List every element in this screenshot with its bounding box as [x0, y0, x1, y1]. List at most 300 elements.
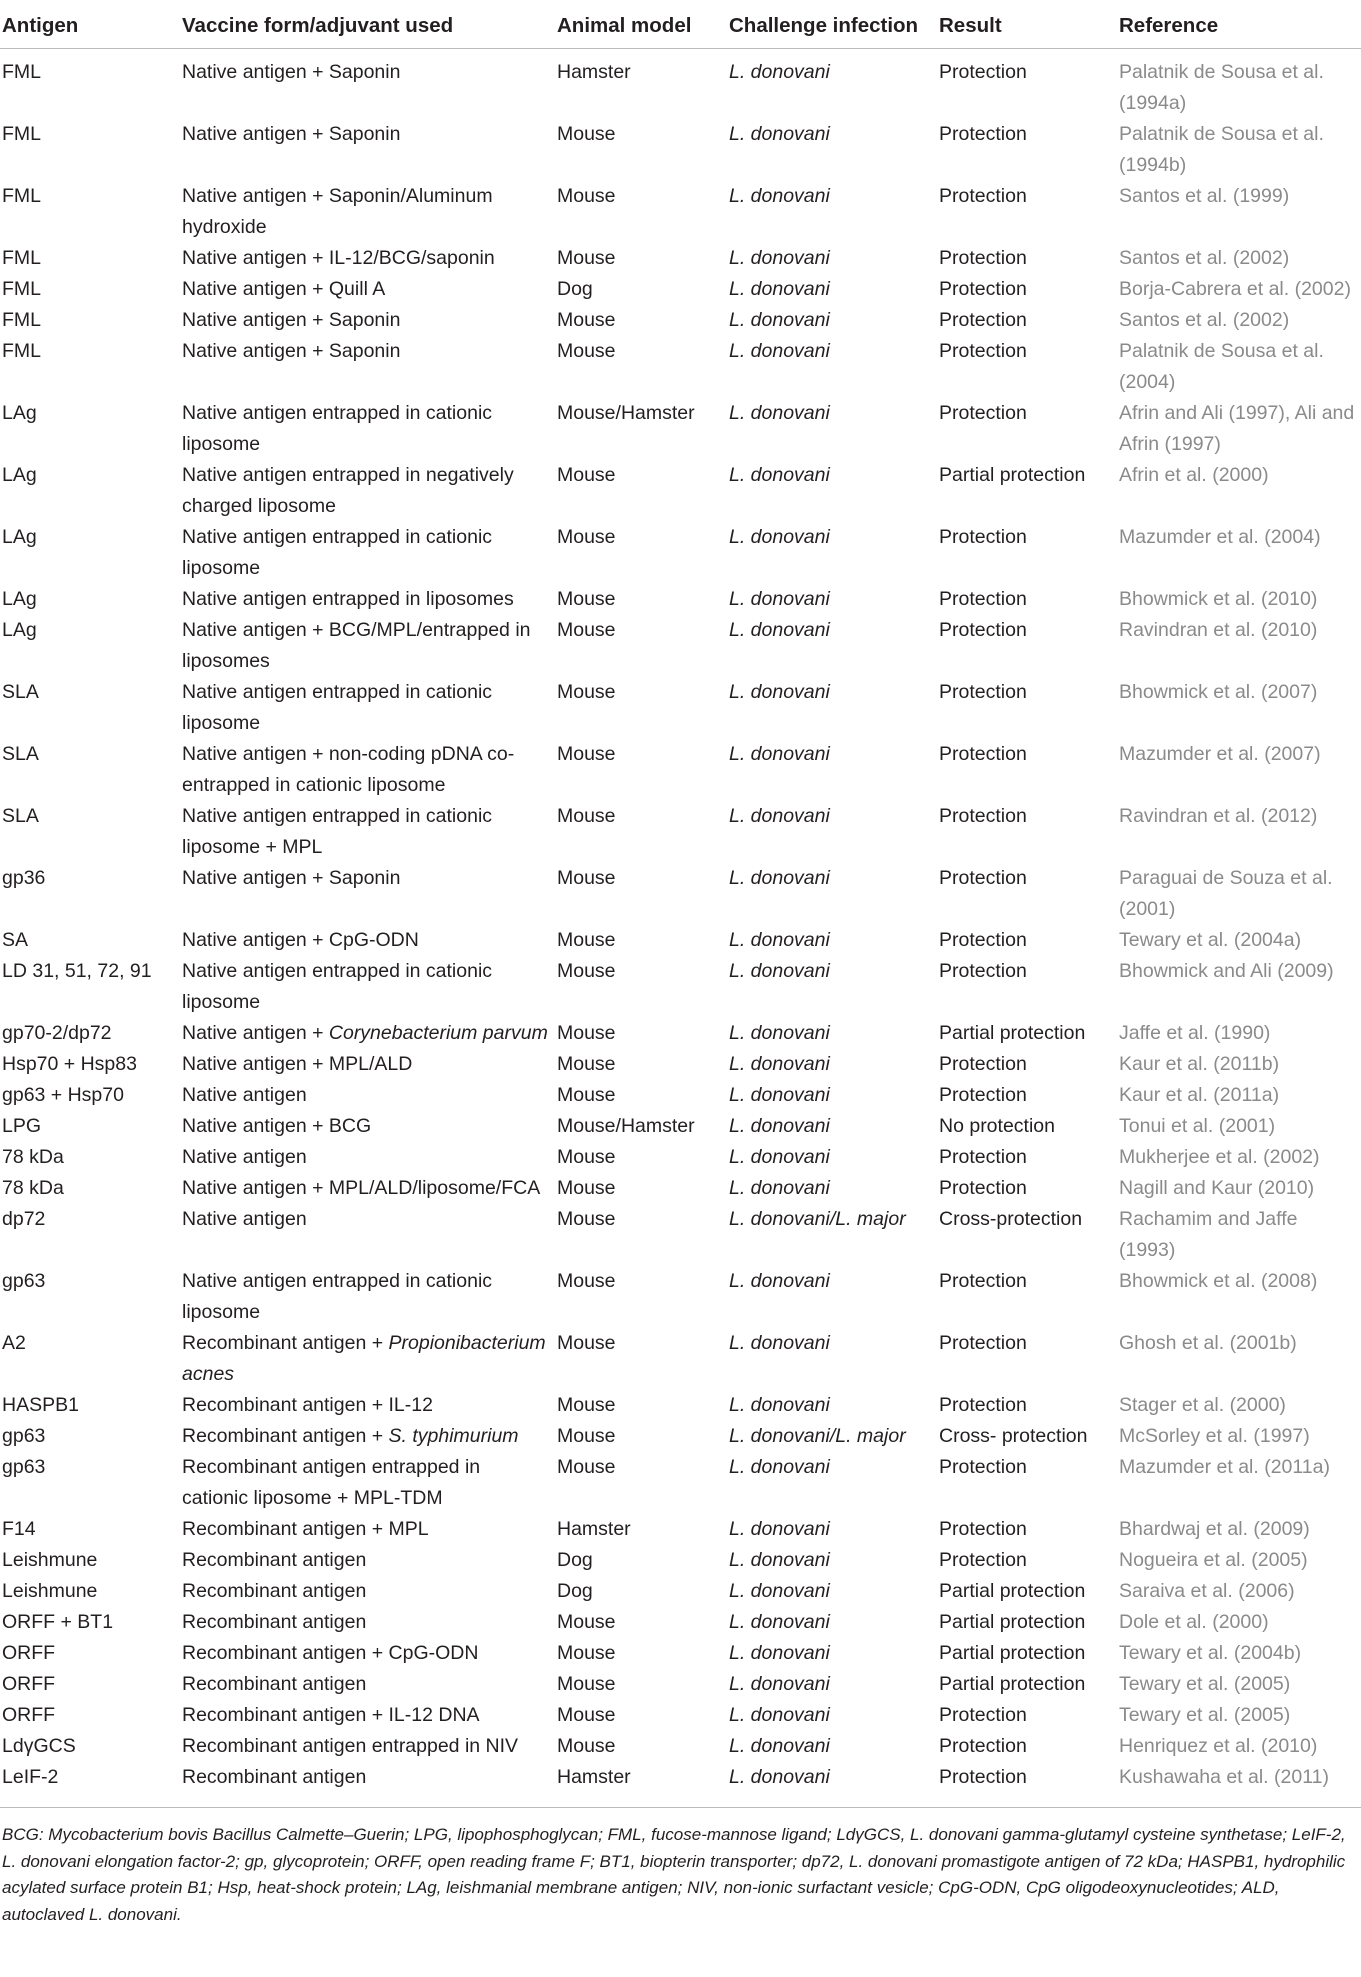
cell-antigen: LeIF-2 — [0, 1762, 180, 1808]
vaccine-text: Native antigen + non-coding pDNA co-entrapped in cationic liposome — [182, 743, 515, 796]
cell-vaccine-form — [180, 1545, 555, 1576]
table-row — [0, 460, 1361, 522]
cell-reference: Nogueira et al. (2005) — [1119, 1549, 1308, 1571]
cell-antigen: FML — [2, 340, 41, 362]
cell-vaccine-form — [180, 1638, 555, 1669]
cell-reference: Mazumder et al. (2011a) — [1119, 1456, 1330, 1478]
vaccine-text: Recombinant antigen — [182, 1580, 367, 1602]
cell-antigen: LAg — [2, 464, 37, 486]
cell-reference: Tewary et al. (2004a) — [1119, 929, 1302, 951]
cell-animal-model: Mouse — [557, 1146, 616, 1168]
vaccine-text: Native antigen + IL-12/BCG/saponin — [182, 247, 495, 269]
cell-animal-model: Mouse — [557, 960, 616, 982]
cell-animal-model: Mouse — [557, 681, 616, 703]
cell-result: Partial protection — [939, 1022, 1086, 1044]
vaccine-text: Native antigen + Quill A — [182, 278, 386, 300]
cell-animal-model: Mouse — [557, 619, 616, 641]
cell-vaccine-form — [180, 1762, 555, 1808]
cell-challenge-infection: L. donovani — [729, 1084, 830, 1106]
cell-vaccine-form — [180, 522, 555, 584]
cell-challenge-infection: L. donovani — [729, 929, 830, 951]
cell-animal-model: Mouse — [557, 1735, 616, 1757]
cell-result: Protection — [939, 588, 1027, 610]
table-row — [0, 584, 1361, 615]
cell-animal-model: Hamster — [555, 1762, 727, 1808]
cell-antigen: FML — [2, 61, 41, 83]
cell-vaccine-form — [180, 1266, 555, 1328]
table-row — [0, 1111, 1361, 1142]
cell-reference: Ghosh et al. (2001b) — [1119, 1332, 1297, 1354]
table-row — [0, 1421, 1361, 1452]
vaccine-text: Recombinant antigen — [182, 1673, 367, 1695]
cell-challenge-infection: L. donovani — [729, 1611, 830, 1633]
cell-result: Partial protection — [939, 1611, 1086, 1633]
cell-reference: Jaffe et al. (1990) — [1119, 1022, 1271, 1044]
cell-vaccine-form — [180, 1080, 555, 1111]
vaccine-organism-italic: S. typhimurium — [388, 1425, 519, 1447]
vaccine-organism-italic: Propionibacterium acnes — [182, 1332, 546, 1385]
cell-animal-model: Mouse — [557, 1704, 616, 1726]
cell-vaccine-form — [180, 1669, 555, 1700]
cell-result: Protection — [939, 1084, 1027, 1106]
vaccine-table — [0, 8, 1361, 1808]
cell-result: Protection — [939, 123, 1027, 145]
vaccine-text: Native antigen entrapped in liposomes — [182, 588, 514, 610]
cell-reference: Afrin and Ali (1997), Ali and Afrin (1997) — [1119, 402, 1355, 455]
cell-result: Partial protection — [939, 1580, 1086, 1602]
cell-reference: Bhardwaj et al. (2009) — [1119, 1518, 1310, 1540]
cell-vaccine-form — [180, 1328, 555, 1390]
cell-animal-model: Mouse/Hamster — [557, 1115, 695, 1137]
cell-result: No protection — [939, 1115, 1055, 1137]
table-row — [0, 1607, 1361, 1638]
cell-reference: McSorley et al. (1997) — [1119, 1425, 1310, 1447]
cell-reference: Bhowmick et al. (2007) — [1119, 681, 1318, 703]
cell-challenge-infection: L. donovani — [729, 1518, 830, 1540]
table-row — [0, 863, 1361, 925]
header-row — [0, 8, 1361, 49]
cell-vaccine-form — [180, 1111, 555, 1142]
cell-result: Protection — [939, 1146, 1027, 1168]
cell-reference: Bhowmick et al. (2008) — [1119, 1270, 1318, 1292]
cell-antigen: gp63 — [2, 1456, 46, 1478]
cell-reference: Borja-Cabrera et al. (2002) — [1119, 278, 1351, 300]
cell-challenge-infection: L. donovani — [729, 185, 830, 207]
cell-antigen: Leishmune — [2, 1580, 98, 1602]
document-page — [0, 8, 1361, 1928]
cell-animal-model: Mouse — [557, 464, 616, 486]
cell-challenge-infection: L. donovani — [729, 526, 830, 548]
cell-reference: Ravindran et al. (2010) — [1119, 619, 1318, 641]
cell-animal-model: Mouse — [557, 1177, 616, 1199]
cell-reference: Nagill and Kaur (2010) — [1119, 1177, 1315, 1199]
table-row — [0, 1018, 1361, 1049]
cell-animal-model: Mouse — [557, 588, 616, 610]
cell-result: Protection — [939, 402, 1027, 424]
table-row — [0, 1142, 1361, 1173]
table-row — [0, 119, 1361, 181]
cell-antigen: LPG — [2, 1115, 42, 1137]
cell-vaccine-form — [180, 801, 555, 863]
cell-result: Protection — [939, 805, 1027, 827]
cell-animal-model: Mouse — [557, 1456, 616, 1478]
cell-animal-model: Hamster — [557, 61, 631, 83]
cell-vaccine-form — [180, 1390, 555, 1421]
cell-antigen: LdγGCS — [2, 1735, 76, 1757]
cell-reference: Tewary et al. (2004b) — [1119, 1642, 1302, 1664]
cell-animal-model: Mouse — [557, 309, 616, 331]
cell-reference: Henriquez et al. (2010) — [1119, 1735, 1318, 1757]
cell-challenge-infection: L. donovani — [729, 805, 830, 827]
cell-result: Protection — [939, 1332, 1027, 1354]
cell-reference: Stager et al. (2000) — [1119, 1394, 1286, 1416]
vaccine-text: Native antigen + CpG-ODN — [182, 929, 419, 951]
header-animal-model: Animal model — [555, 8, 727, 49]
cell-challenge-infection: L. donovani — [729, 61, 830, 83]
table-footnote: BCG: Mycobacterium bovis Bacillus Calmette–Guerin; LPG, lipophosphoglycan; FML, fucose-mannose ligand; LdγGCS, L. donovani gamma-glutamyl cysteine synthetase; LeIF-2, L. donovani elongation factor-2; gp, glycoprotein; ORFF, open reading frame F; BT1, biopterin transporter; dp72, L. donovani promastigote antigen of 72 kDa; HASPB1, hydrophilic acylated surface protein B1; Hsp, heat-shock protein; LAg, leishmanial membrane antigen; NIV, non-ionic surfactant vesicle; CpG-ODN, CpG oligodeoxynucleotides; ALD, autoclaved L. donovani. — [2, 1825, 1346, 1924]
cell-vaccine-form — [180, 1452, 555, 1514]
cell-result: Protection — [939, 619, 1027, 641]
vaccine-text: Native antigen + Saponin — [182, 61, 401, 83]
cell-animal-model: Mouse — [557, 123, 616, 145]
cell-animal-model: Mouse — [557, 929, 616, 951]
cell-result: Protection — [939, 681, 1027, 703]
cell-result: Protection — [939, 1456, 1027, 1478]
cell-antigen: Hsp70 + Hsp83 — [2, 1053, 137, 1075]
cell-reference: Santos et al. (2002) — [1119, 309, 1290, 331]
cell-vaccine-form — [180, 460, 555, 522]
cell-antigen: gp70-2/dp72 — [2, 1022, 112, 1044]
cell-result: Cross-protection — [939, 1208, 1083, 1230]
table-row — [0, 677, 1361, 739]
cell-vaccine-form — [180, 1731, 555, 1762]
table-row — [0, 1669, 1361, 1700]
cell-animal-model: Mouse — [557, 1611, 616, 1633]
cell-challenge-infection: L. donovani — [729, 1115, 830, 1137]
cell-antigen: ORFF — [2, 1673, 56, 1695]
cell-result: Protection — [939, 1053, 1027, 1075]
table-row — [0, 1545, 1361, 1576]
cell-vaccine-form — [180, 956, 555, 1018]
table-row — [0, 522, 1361, 584]
vaccine-text: Recombinant antigen + IL-12 DNA — [182, 1704, 480, 1726]
cell-challenge-infection: L. donovani — [729, 1146, 830, 1168]
header-challenge-infection: Challenge infection — [727, 8, 937, 49]
vaccine-text: Native antigen + BCG — [182, 1115, 372, 1137]
cell-antigen: FML — [2, 278, 41, 300]
cell-antigen: 78 kDa — [2, 1146, 64, 1168]
vaccine-text: Native antigen entrapped in cationic liposome + MPL — [182, 805, 493, 858]
cell-reference: Tewary et al. (2005) — [1119, 1704, 1291, 1726]
cell-animal-model: Mouse — [557, 247, 616, 269]
cell-result: Partial protection — [939, 464, 1086, 486]
cell-challenge-infection: L. donovani — [729, 1270, 830, 1292]
cell-animal-model: Mouse — [557, 1394, 616, 1416]
vaccine-text: Native antigen + Saponin — [182, 309, 401, 331]
table-row — [0, 49, 1361, 120]
cell-result: Protection — [939, 247, 1027, 269]
header-vaccine-form: Vaccine form/adjuvant used — [180, 8, 555, 49]
cell-animal-model: Mouse — [557, 1332, 616, 1354]
cell-challenge-infection: L. donovani — [729, 1394, 830, 1416]
table-row — [0, 1080, 1361, 1111]
vaccine-text: Recombinant antigen + CpG-ODN — [182, 1642, 479, 1664]
cell-vaccine-form — [180, 243, 555, 274]
cell-animal-model: Dog — [557, 1580, 593, 1602]
cell-antigen: FML — [2, 309, 41, 331]
cell-vaccine-form — [180, 119, 555, 181]
cell-challenge-infection: L. donovani — [729, 960, 830, 982]
cell-result: Protection — [939, 1549, 1027, 1571]
cell-vaccine-form — [180, 1421, 555, 1452]
cell-vaccine-form — [180, 1700, 555, 1731]
cell-animal-model: Mouse — [557, 1642, 616, 1664]
cell-reference: Mazumder et al. (2007) — [1119, 743, 1321, 765]
cell-antigen: gp63 — [2, 1270, 46, 1292]
cell-reference: Palatnik de Sousa et al. (1994b) — [1119, 123, 1324, 176]
cell-antigen: 78 kDa — [2, 1177, 64, 1199]
cell-antigen: SLA — [2, 805, 39, 827]
cell-challenge-infection: L. donovani — [729, 1735, 830, 1757]
cell-challenge-infection: L. donovani — [729, 247, 830, 269]
cell-result: Protection — [939, 526, 1027, 548]
cell-antigen: Leishmune — [2, 1549, 98, 1571]
cell-antigen: ORFF + BT1 — [2, 1611, 114, 1633]
cell-challenge-infection: L. donovani — [727, 1762, 937, 1808]
cell-antigen: FML — [2, 123, 41, 145]
vaccine-text: Native antigen entrapped in cationic liposome — [182, 960, 493, 1013]
cell-vaccine-form — [180, 49, 555, 120]
cell-challenge-infection: L. donovani — [729, 1673, 830, 1695]
table-row — [0, 615, 1361, 677]
cell-result: Protection — [937, 1762, 1117, 1808]
cell-reference: Ravindran et al. (2012) — [1119, 805, 1318, 827]
cell-reference: Saraiva et al. (2006) — [1119, 1580, 1295, 1602]
table-row — [0, 181, 1361, 243]
vaccine-text: Native antigen entrapped in cationic liposome — [182, 402, 493, 455]
cell-challenge-infection: L. donovani — [729, 681, 830, 703]
cell-reference: Kaur et al. (2011a) — [1119, 1084, 1280, 1106]
vaccine-text: Recombinant antigen + IL-12 — [182, 1394, 433, 1416]
cell-animal-model: Mouse — [557, 743, 616, 765]
cell-challenge-infection: L. donovani — [729, 1580, 830, 1602]
cell-animal-model: Mouse — [557, 867, 616, 889]
cell-animal-model: Mouse — [557, 185, 616, 207]
cell-antigen: F14 — [2, 1518, 36, 1540]
vaccine-text: Native antigen + Saponin — [182, 123, 401, 145]
cell-animal-model: Mouse — [557, 1208, 616, 1230]
cell-reference: Tewary et al. (2005) — [1119, 1673, 1291, 1695]
table-row — [0, 1049, 1361, 1080]
cell-antigen: LAg — [2, 402, 37, 424]
cell-challenge-infection: L. donovani — [729, 743, 830, 765]
cell-challenge-infection: L. donovani — [729, 1704, 830, 1726]
cell-result: Protection — [939, 1177, 1027, 1199]
vaccine-text: Native antigen + Saponin — [182, 867, 401, 889]
header-result: Result — [937, 8, 1117, 49]
vaccine-text: Recombinant antigen — [182, 1549, 367, 1571]
vaccine-text: Recombinant antigen entrapped in cationic liposome + MPL-TDM — [182, 1456, 481, 1509]
cell-result: Protection — [939, 309, 1027, 331]
cell-challenge-infection: L. donovani — [729, 340, 830, 362]
header-antigen: Antigen — [0, 8, 180, 49]
cell-antigen: A2 — [2, 1332, 26, 1354]
cell-vaccine-form — [180, 1049, 555, 1080]
table-row — [0, 1731, 1361, 1762]
vaccine-text: Native antigen + Saponin — [182, 340, 401, 362]
cell-animal-model: Dog — [557, 278, 593, 300]
cell-vaccine-form — [180, 739, 555, 801]
vaccine-text: Recombinant antigen + — [182, 1425, 389, 1447]
cell-antigen: SLA — [2, 681, 39, 703]
cell-challenge-infection: L. donovani — [729, 1549, 830, 1571]
cell-challenge-infection: L. donovani — [729, 402, 830, 424]
cell-reference: Mazumder et al. (2004) — [1119, 526, 1321, 548]
vaccine-text: Native antigen entrapped in cationic liposome — [182, 681, 493, 734]
cell-antigen: gp36 — [2, 867, 46, 889]
cell-result: Partial protection — [939, 1642, 1086, 1664]
cell-challenge-infection: L. donovani — [729, 309, 830, 331]
cell-antigen: LAg — [2, 588, 37, 610]
cell-result: Protection — [939, 960, 1027, 982]
table-row — [0, 956, 1361, 1018]
cell-antigen: gp63 + Hsp70 — [2, 1084, 124, 1106]
cell-antigen: FML — [2, 185, 41, 207]
cell-challenge-infection: L. donovani — [729, 464, 830, 486]
cell-antigen: HASPB1 — [2, 1394, 79, 1416]
table-row — [0, 1638, 1361, 1669]
vaccine-text: Native antigen + Saponin/Aluminum hydroxide — [182, 185, 493, 238]
vaccine-text: Native antigen + MPL/ALD/liposome/FCA — [182, 1177, 541, 1199]
cell-vaccine-form — [180, 925, 555, 956]
vaccine-text: Native antigen + MPL/ALD — [182, 1053, 413, 1075]
cell-result: Protection — [939, 1735, 1027, 1757]
cell-animal-model: Hamster — [557, 1518, 631, 1540]
cell-animal-model: Mouse — [557, 526, 616, 548]
cell-reference: Santos et al. (1999) — [1119, 185, 1290, 207]
cell-challenge-infection: L. donovani/L. major — [729, 1425, 906, 1447]
table-row — [0, 1452, 1361, 1514]
cell-vaccine-form — [180, 677, 555, 739]
cell-animal-model: Mouse — [557, 1053, 616, 1075]
cell-antigen: FML — [2, 247, 41, 269]
cell-challenge-infection: L. donovani — [729, 619, 830, 641]
cell-antigen: LAg — [2, 526, 37, 548]
cell-reference: Dole et al. (2000) — [1119, 1611, 1269, 1633]
vaccine-text: Native antigen — [182, 1084, 307, 1106]
cell-reference: Kushawaha et al. (2011) — [1117, 1762, 1361, 1808]
cell-vaccine-form — [180, 1018, 555, 1049]
table-row — [0, 274, 1361, 305]
cell-challenge-infection: L. donovani — [729, 123, 830, 145]
vaccine-text: Recombinant antigen — [182, 1766, 367, 1788]
cell-antigen: LAg — [2, 619, 37, 641]
cell-result: Protection — [939, 340, 1027, 362]
table-row — [0, 1514, 1361, 1545]
cell-vaccine-form — [180, 1142, 555, 1173]
table-row — [0, 1390, 1361, 1421]
table-row — [0, 1204, 1361, 1266]
cell-vaccine-form — [180, 1173, 555, 1204]
cell-animal-model: Mouse — [557, 1425, 616, 1447]
vaccine-text: Recombinant antigen — [182, 1611, 367, 1633]
cell-reference: Kaur et al. (2011b) — [1119, 1053, 1280, 1075]
vaccine-text: Native antigen + — [182, 1022, 329, 1044]
cell-reference: Tonui et al. (2001) — [1119, 1115, 1276, 1137]
cell-challenge-infection: L. donovani/L. major — [729, 1208, 906, 1230]
cell-antigen: LD 31, 51, 72, 91 — [2, 960, 152, 982]
cell-challenge-infection: L. donovani — [729, 1642, 830, 1664]
cell-result: Cross- protection — [939, 1425, 1088, 1447]
vaccine-organism-italic: Corynebacterium parvum — [328, 1022, 548, 1044]
cell-challenge-infection: L. donovani — [729, 588, 830, 610]
cell-result: Protection — [939, 1704, 1027, 1726]
cell-animal-model: Mouse — [557, 340, 616, 362]
cell-vaccine-form — [180, 181, 555, 243]
header-reference: Reference — [1117, 8, 1361, 49]
cell-animal-model: Mouse — [557, 805, 616, 827]
table-row — [0, 1576, 1361, 1607]
cell-antigen: ORFF — [2, 1642, 56, 1664]
cell-result: Partial protection — [939, 1673, 1086, 1695]
cell-challenge-infection: L. donovani — [729, 867, 830, 889]
cell-challenge-infection: L. donovani — [729, 1053, 830, 1075]
cell-result: Protection — [939, 61, 1027, 83]
table-row — [0, 1173, 1361, 1204]
table-row — [0, 1328, 1361, 1390]
cell-result: Protection — [939, 1270, 1027, 1292]
cell-reference: Mukherjee et al. (2002) — [1119, 1146, 1320, 1168]
table-row — [0, 398, 1361, 460]
cell-reference: Palatnik de Sousa et al. (2004) — [1119, 340, 1324, 393]
cell-result: Protection — [939, 1518, 1027, 1540]
vaccine-text: Native antigen + BCG/MPL/entrapped in liposomes — [182, 619, 531, 672]
table-body — [0, 49, 1361, 1808]
vaccine-text: Recombinant antigen entrapped in NIV — [182, 1735, 519, 1757]
cell-vaccine-form — [180, 1204, 555, 1266]
table-row — [0, 336, 1361, 398]
cell-reference: Santos et al. (2002) — [1119, 247, 1290, 269]
table-row — [0, 739, 1361, 801]
cell-vaccine-form — [180, 305, 555, 336]
cell-vaccine-form — [180, 1514, 555, 1545]
cell-antigen: dp72 — [2, 1208, 46, 1230]
vaccine-text: Native antigen entrapped in negatively charged liposome — [182, 464, 514, 517]
cell-reference: Paraguai de Souza et al. (2001) — [1119, 867, 1333, 920]
cell-reference: Bhowmick and Ali (2009) — [1119, 960, 1334, 982]
cell-vaccine-form — [180, 336, 555, 398]
cell-antigen: gp63 — [2, 1425, 46, 1447]
cell-vaccine-form — [180, 1576, 555, 1607]
cell-reference: Afrin et al. (2000) — [1119, 464, 1269, 486]
cell-animal-model: Mouse — [557, 1084, 616, 1106]
cell-challenge-infection: L. donovani — [729, 1332, 830, 1354]
cell-reference: Rachamim and Jaffe (1993) — [1119, 1208, 1298, 1261]
cell-challenge-infection: L. donovani — [729, 1022, 830, 1044]
cell-result: Protection — [939, 1394, 1027, 1416]
vaccine-text: Native antigen entrapped in cationic liposome — [182, 526, 493, 579]
cell-result: Protection — [939, 929, 1027, 951]
cell-antigen: SLA — [2, 743, 39, 765]
vaccine-text: Native antigen — [182, 1146, 307, 1168]
cell-vaccine-form — [180, 863, 555, 925]
cell-reference: Palatnik de Sousa et al. (1994a) — [1119, 61, 1324, 114]
table-row — [0, 801, 1361, 863]
cell-antigen: SA — [2, 929, 29, 951]
cell-animal-model: Mouse — [557, 1270, 616, 1292]
cell-antigen: ORFF — [2, 1704, 56, 1726]
table-row — [0, 1266, 1361, 1328]
